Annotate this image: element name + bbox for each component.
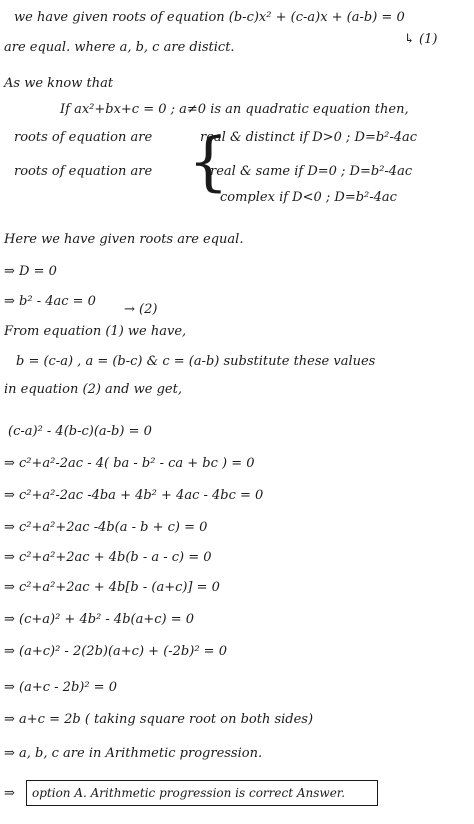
roots-case-label-1: roots of equation are [14,130,153,145]
step-d-zero: ⇒ D = 0 [4,264,57,279]
step-perfect-square: ⇒ (a+c)² - 2(2b)(a+c) + (-2b)² = 0 [4,644,227,659]
equation-ref-2: → (2) [124,302,158,317]
case-real-same: real & same if D=0 ; D=b²-4ac [210,164,413,179]
step-expanded-3: ⇒ c²+a²-2ac -4ba + 4b² + 4ac - 4bc = 0 [4,488,264,503]
step-expanded-5: ⇒ c²+a²+2ac + 4b(b - a - c) = 0 [4,550,212,565]
step-expanded-4: ⇒ c²+a²+2ac -4b(a - b + c) = 0 [4,520,208,535]
given-roots-equal-line: Here we have given roots are equal. [4,232,244,247]
step-expanded-6: ⇒ c²+a²+2ac + 4b[b - (a+c)] = 0 [4,580,220,595]
step-expanded-7: ⇒ (c+a)² + 4b² - 4b(a+c) = 0 [4,612,195,627]
step-expanded-2: ⇒ c²+a²-2ac - 4( ba - b² - ca + bc ) = 0 [4,456,255,471]
step-a-plus-c: ⇒ a+c = 2b ( taking square root on both sides) [4,712,314,727]
conclusion-ap: ⇒ a, b, c are in Arithmetic progression. [4,746,263,761]
step-discriminant: ⇒ b² - 4ac = 0 [4,294,96,309]
curly-brace: { [188,125,229,199]
step-expanded-1: (c-a)² - 4(b-c)(a-b) = 0 [8,424,152,439]
quadratic-def-line: If ax²+bx+c = 0 ; a≠0 is an quadratic equation then, [60,102,409,117]
step-square-zero: ⇒ (a+c - 2b)² = 0 [4,680,117,695]
roots-case-label-2: roots of equation are [14,164,153,179]
equation-ref-1: ↳ (1) [404,32,438,47]
from-equation-line: From equation (1) we have, [4,324,187,339]
roots-equal-line: are equal. where a, b, c are distict. [4,40,235,55]
equation-given-line: we have given roots of equation (b-c)x² + (c-a)x + (a-b) = 0 [14,10,405,25]
case-complex: complex if D<0 ; D=b²-4ac [220,190,397,205]
final-arrow: ⇒ [4,786,15,801]
final-answer: option A. Arithmetic progression is correct Answer. [32,786,346,800]
case-real-distinct: real & distinct if D>0 ; D=b²-4ac [200,130,418,145]
in-equation-line: in equation (2) and we get, [4,382,182,397]
substitution-line: b = (c-a) , a = (b-c) & c = (a-b) substitute these values [16,354,376,369]
as-we-know-line: As we know that [4,76,114,91]
